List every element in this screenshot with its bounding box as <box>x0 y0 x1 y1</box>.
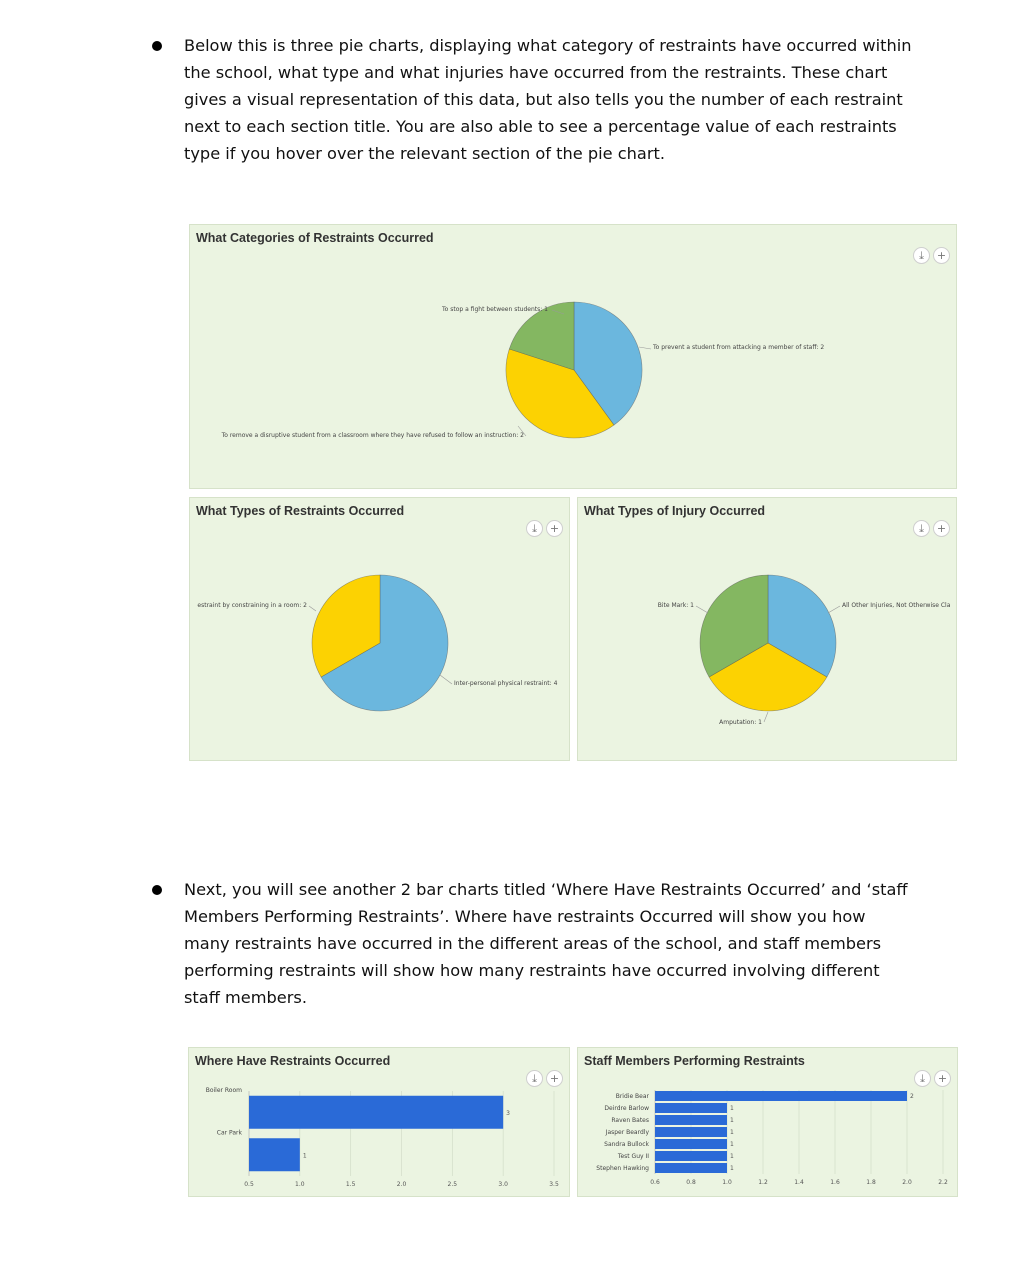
add-icon[interactable]: + <box>934 1070 951 1087</box>
x-tick-label: 1.4 <box>794 1179 804 1186</box>
bar-value-label: 3 <box>506 1109 510 1117</box>
download-icon[interactable]: ⤓ <box>913 247 930 264</box>
category-label: Stephen Hawking <box>596 1165 649 1172</box>
bar-value-label: 1 <box>730 1141 734 1148</box>
pie-slice-label: All Other Injuries, Not Otherwise Cla <box>842 602 951 609</box>
bar[interactable] <box>655 1091 907 1101</box>
bar[interactable] <box>655 1115 727 1125</box>
chart-panel-where <box>188 1047 570 1197</box>
pie-label-connector <box>639 347 651 349</box>
bar-value-label: 1 <box>730 1117 734 1124</box>
download-icon[interactable]: ⤓ <box>913 520 930 537</box>
bar[interactable] <box>655 1103 727 1113</box>
chart-title: Staff Members Performing Restraints <box>584 1054 805 1068</box>
x-tick-label: 1.6 <box>830 1179 840 1186</box>
bar-value-label: 2 <box>910 1093 914 1100</box>
pie-slice-label: To remove a disruptive student from a classroom where they have refused to follow an instruction: 2 <box>221 432 524 439</box>
bar-value-label: 1 <box>730 1153 734 1160</box>
x-tick-label: 0.5 <box>244 1181 254 1188</box>
pie-slice-label: Amputation: 1 <box>719 719 762 726</box>
x-tick-label: 2.0 <box>396 1181 407 1188</box>
x-tick-label: 2.5 <box>447 1181 458 1188</box>
pie-slice-label: To stop a fight between students: 1 <box>442 306 548 313</box>
x-tick-label: 2.0 <box>902 1179 912 1186</box>
chart-panel-staff <box>577 1047 958 1197</box>
x-tick-label: 1.0 <box>295 1181 305 1188</box>
x-tick-label: 3.5 <box>549 1181 559 1188</box>
add-icon[interactable]: + <box>546 1070 563 1087</box>
download-icon[interactable]: ⤓ <box>914 1070 931 1087</box>
category-label: Bridie Bear <box>615 1093 649 1100</box>
category-label: Test Guy II <box>617 1153 649 1160</box>
intro-paragraph-pies: Below this is three pie charts, displaying what category of restraints have occurred within the school, what type and what injuries have occurred from the restraints. These chart gives a visual representation of this data, but also tells you the number of each restraint next to each section title. You are also able to see a percentage value of each restraints type if you hover over the relevant section of the pie chart. <box>184 36 912 163</box>
add-icon[interactable]: + <box>933 247 950 264</box>
x-tick-label: 1.5 <box>345 1181 356 1188</box>
chart-title: What Categories of Restraints Occurred <box>196 231 434 245</box>
category-label: Boiler Room <box>205 1086 242 1094</box>
bar[interactable] <box>249 1096 503 1129</box>
x-tick-label: 1.0 <box>722 1179 732 1186</box>
category-label: Deirdre Barlow <box>604 1105 649 1112</box>
category-label: Car Park <box>216 1129 242 1137</box>
chart-panel-types <box>189 497 570 761</box>
chart-title: What Types of Restraints Occurred <box>196 504 405 518</box>
pie-label-connector <box>309 606 316 611</box>
pie-slice-label: estraint by constraining in a room: 2 <box>197 602 307 609</box>
x-tick-label: 2.2 <box>938 1179 948 1186</box>
category-label: Sandra Bullock <box>604 1141 649 1148</box>
bullet-point <box>152 41 162 51</box>
bar[interactable] <box>655 1139 727 1149</box>
pie-slice-label: Bite Mark: 1 <box>657 602 694 609</box>
chart-title: What Types of Injury Occurred <box>584 504 766 518</box>
bar[interactable] <box>655 1127 727 1137</box>
chart-panel-categories <box>189 224 957 489</box>
bar-chart-staff <box>578 1048 959 1198</box>
x-tick-label: 1.2 <box>758 1179 768 1186</box>
intro-paragraph-bars: Next, you will see another 2 bar charts titled ‘Where Have Restraints Occurred’ and ‘staff Members Performing Restraints’. Where have restraints Occurred will show you how many restraints have occurred in the different areas of the school, and staff members performing restraints will show how many restraints have occurred involving different staff members. <box>184 880 908 1007</box>
x-tick-label: 0.6 <box>650 1179 660 1186</box>
x-tick-label: 3.0 <box>498 1181 508 1188</box>
bar-value-label: 1 <box>730 1129 734 1136</box>
chart-panel-injury <box>577 497 957 761</box>
category-label: Raven Bates <box>611 1117 649 1124</box>
x-tick-label: 1.8 <box>866 1179 876 1186</box>
add-icon[interactable]: + <box>933 520 950 537</box>
bar-value-label: 1 <box>730 1165 734 1172</box>
pie-slice-label: To prevent a student from attacking a member of staff: 2 <box>653 344 825 351</box>
bar-value-label: 1 <box>302 1152 307 1160</box>
category-label: Jasper Beardly <box>605 1129 649 1136</box>
pie-slice-label: Inter-personal physical restraint: 4 <box>454 680 558 687</box>
bar-chart-where <box>189 1048 571 1198</box>
bar-value-label: 1 <box>730 1105 734 1112</box>
download-icon[interactable]: ⤓ <box>526 1070 543 1087</box>
bar[interactable] <box>655 1163 727 1173</box>
pie-label-connector <box>696 606 708 613</box>
download-icon[interactable]: ⤓ <box>526 520 543 537</box>
add-icon[interactable]: + <box>546 520 563 537</box>
bar[interactable] <box>655 1151 727 1161</box>
bullet-point <box>152 885 162 895</box>
pie-label-connector <box>440 675 452 684</box>
pie-label-connector <box>764 712 768 722</box>
pie-chart-types <box>190 498 571 762</box>
pie-label-connector <box>828 606 840 613</box>
pie-chart-categories <box>190 225 958 490</box>
x-tick-label: 0.8 <box>686 1179 696 1186</box>
bar[interactable] <box>249 1138 300 1171</box>
chart-title: Where Have Restraints Occurred <box>195 1054 391 1068</box>
pie-chart-injury <box>578 498 958 762</box>
